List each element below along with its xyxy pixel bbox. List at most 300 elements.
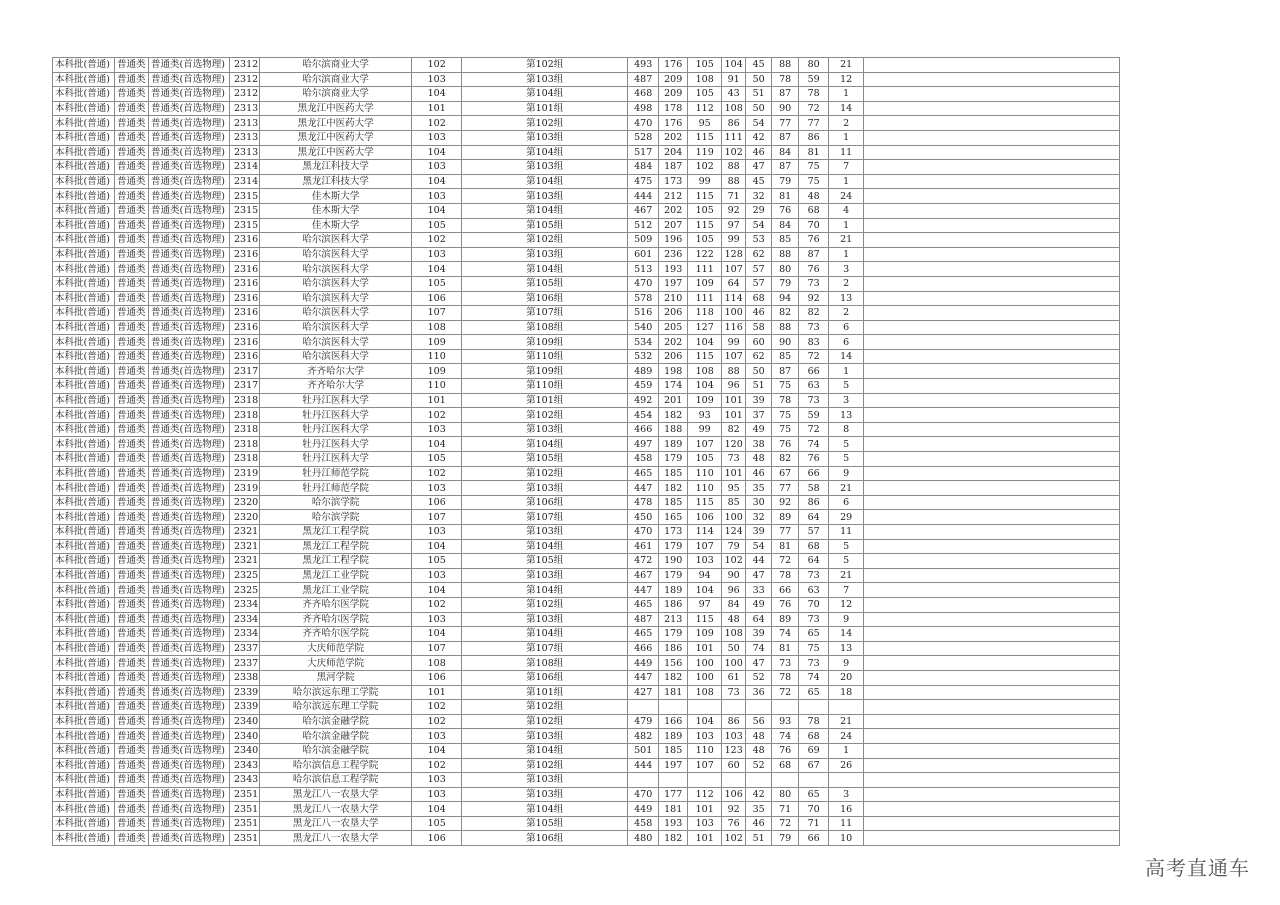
cell-school-name: 黑龙江科技大学	[260, 174, 412, 189]
cell-subject-type: 普通类(首选物理)	[149, 452, 230, 467]
cell-group-name: 第104组	[462, 437, 628, 452]
cell-subject-3: 33	[746, 583, 772, 598]
cell-category: 普通类	[115, 247, 149, 262]
cell-subject-type: 普通类(首选物理)	[149, 758, 230, 773]
cell-subject-5: 81	[799, 145, 829, 160]
cell-subject-4: 87	[772, 130, 799, 145]
cell-school-code: 2351	[230, 816, 260, 831]
table-row	[53, 583, 1120, 598]
cell-batch: 本科批(普通)	[53, 116, 115, 131]
cell-category: 普通类	[115, 554, 149, 569]
cell-subject-5: 80	[799, 58, 829, 73]
cell-subject-3: 36	[746, 685, 772, 700]
cell-subject-2: 79	[722, 539, 746, 554]
cell-group-name: 第103组	[462, 130, 628, 145]
cell-school-name: 黑龙江工程学院	[260, 525, 412, 540]
cell-empty	[864, 218, 1120, 233]
cell-subject-type: 普通类(首选物理)	[149, 729, 230, 744]
cell-total-score: 516	[628, 306, 659, 321]
cell-batch: 本科批(普通)	[53, 452, 115, 467]
cell-school-code: 2318	[230, 393, 260, 408]
cell-chinese-math: 166	[659, 714, 688, 729]
cell-category: 普通类	[115, 452, 149, 467]
cell-school-name: 哈尔滨金融学院	[260, 729, 412, 744]
cell-subject-2: 82	[722, 422, 746, 437]
cell-subject-type: 普通类(首选物理)	[149, 364, 230, 379]
cell-subject-type: 普通类(首选物理)	[149, 831, 230, 846]
cell-chinese-math: 206	[659, 349, 688, 364]
cell-subject-1: 102	[688, 160, 722, 175]
cell-subject-2: 76	[722, 816, 746, 831]
cell-chinese-math: 210	[659, 291, 688, 306]
cell-subject-type: 普通类(首选物理)	[149, 72, 230, 87]
cell-total-score: 472	[628, 554, 659, 569]
cell-school-code: 2334	[230, 597, 260, 612]
table-row	[53, 320, 1120, 335]
cell-subject-1: 127	[688, 320, 722, 335]
cell-total-score: 444	[628, 758, 659, 773]
cell-chinese-math: 173	[659, 525, 688, 540]
cell-group-name: 第103组	[462, 160, 628, 175]
cell-school-name: 哈尔滨远东理工学院	[260, 685, 412, 700]
cell-subject-4: 89	[772, 612, 799, 627]
cell-subject-type: 普通类(首选物理)	[149, 568, 230, 583]
cell-subject-5: 73	[799, 656, 829, 671]
cell-empty	[864, 72, 1120, 87]
cell-subject-3: 46	[746, 145, 772, 160]
cell-school-code: 2316	[230, 291, 260, 306]
cell-subject-2: 104	[722, 58, 746, 73]
cell-group-code: 102	[412, 408, 462, 423]
cell-empty	[864, 335, 1120, 350]
cell-batch: 本科批(普通)	[53, 262, 115, 277]
cell-batch: 本科批(普通)	[53, 481, 115, 496]
cell-subject-4: 88	[772, 247, 799, 262]
cell-school-name: 哈尔滨医科大学	[260, 291, 412, 306]
cell-empty	[864, 729, 1120, 744]
cell-subject-3: 47	[746, 160, 772, 175]
cell-subject-2: 101	[722, 466, 746, 481]
cell-subject-2: 107	[722, 349, 746, 364]
cell-subject-5: 64	[799, 510, 829, 525]
cell-rank: 3	[829, 262, 864, 277]
cell-subject-type: 普通类(首选物理)	[149, 787, 230, 802]
cell-subject-4: 92	[772, 495, 799, 510]
cell-rank: 13	[829, 641, 864, 656]
cell-group-name: 第108组	[462, 656, 628, 671]
cell-subject-3: 47	[746, 656, 772, 671]
cell-total-score: 512	[628, 218, 659, 233]
cell-school-name: 牡丹江医科大学	[260, 452, 412, 467]
cell-group-name: 第106组	[462, 495, 628, 510]
cell-group-name: 第105组	[462, 452, 628, 467]
cell-subject-1: 108	[688, 364, 722, 379]
cell-total-score: 459	[628, 379, 659, 394]
cell-category: 普通类	[115, 130, 149, 145]
table-row	[53, 700, 1120, 715]
cell-group-name: 第107组	[462, 510, 628, 525]
cell-subject-1: 112	[688, 787, 722, 802]
cell-chinese-math: 202	[659, 203, 688, 218]
cell-subject-type: 普通类(首选物理)	[149, 87, 230, 102]
cell-school-name: 牡丹江师范学院	[260, 481, 412, 496]
cell-subject-3: 45	[746, 58, 772, 73]
cell-group-code: 106	[412, 291, 462, 306]
cell-group-code: 101	[412, 101, 462, 116]
cell-group-name: 第102组	[462, 233, 628, 248]
cell-empty	[864, 568, 1120, 583]
cell-subject-4: 84	[772, 145, 799, 160]
cell-category: 普通类	[115, 700, 149, 715]
cell-subject-1: 97	[688, 597, 722, 612]
cell-chinese-math: 198	[659, 364, 688, 379]
cell-subject-2: 128	[722, 247, 746, 262]
cell-chinese-math: 197	[659, 758, 688, 773]
cell-subject-5: 67	[799, 758, 829, 773]
cell-subject-type: 普通类(首选物理)	[149, 670, 230, 685]
cell-subject-3: 64	[746, 612, 772, 627]
cell-subject-1	[688, 700, 722, 715]
cell-batch: 本科批(普通)	[53, 627, 115, 642]
cell-category: 普通类	[115, 422, 149, 437]
cell-subject-type: 普通类(首选物理)	[149, 554, 230, 569]
cell-batch: 本科批(普通)	[53, 364, 115, 379]
cell-chinese-math: 209	[659, 87, 688, 102]
cell-school-name: 哈尔滨医科大学	[260, 306, 412, 321]
cell-category: 普通类	[115, 174, 149, 189]
cell-group-code: 101	[412, 685, 462, 700]
cell-rank: 21	[829, 568, 864, 583]
cell-school-code: 2316	[230, 233, 260, 248]
cell-chinese-math: 179	[659, 568, 688, 583]
cell-batch: 本科批(普通)	[53, 58, 115, 73]
cell-chinese-math	[659, 700, 688, 715]
cell-subject-type: 普通类(首选物理)	[149, 685, 230, 700]
cell-subject-1: 119	[688, 145, 722, 160]
cell-subject-4: 77	[772, 481, 799, 496]
table-row	[53, 233, 1120, 248]
cell-total-score: 489	[628, 364, 659, 379]
cell-group-code: 103	[412, 787, 462, 802]
cell-category: 普通类	[115, 320, 149, 335]
cell-chinese-math: 212	[659, 189, 688, 204]
cell-school-code: 2315	[230, 189, 260, 204]
cell-rank: 14	[829, 101, 864, 116]
cell-school-name: 哈尔滨远东理工学院	[260, 700, 412, 715]
cell-subject-1: 110	[688, 743, 722, 758]
cell-group-code: 103	[412, 773, 462, 788]
cell-subject-5: 66	[799, 831, 829, 846]
cell-empty	[864, 554, 1120, 569]
table-row	[53, 203, 1120, 218]
cell-subject-5: 75	[799, 160, 829, 175]
cell-group-code: 104	[412, 437, 462, 452]
cell-empty	[864, 641, 1120, 656]
cell-chinese-math: 189	[659, 583, 688, 598]
cell-group-code: 107	[412, 510, 462, 525]
cell-subject-2: 88	[722, 174, 746, 189]
cell-subject-5: 69	[799, 743, 829, 758]
cell-category: 普通类	[115, 466, 149, 481]
cell-school-code: 2321	[230, 554, 260, 569]
cell-total-score: 493	[628, 58, 659, 73]
cell-subject-5: 68	[799, 539, 829, 554]
cell-subject-3: 39	[746, 627, 772, 642]
cell-group-name: 第103组	[462, 787, 628, 802]
cell-total-score: 498	[628, 101, 659, 116]
cell-subject-type: 普通类(首选物理)	[149, 773, 230, 788]
cell-batch: 本科批(普通)	[53, 87, 115, 102]
table-row	[53, 466, 1120, 481]
cell-group-code: 104	[412, 87, 462, 102]
cell-category: 普通类	[115, 525, 149, 540]
cell-chinese-math: 178	[659, 101, 688, 116]
cell-empty	[864, 247, 1120, 262]
cell-rank: 10	[829, 831, 864, 846]
table-row	[53, 408, 1120, 423]
cell-batch: 本科批(普通)	[53, 130, 115, 145]
cell-chinese-math: 201	[659, 393, 688, 408]
cell-group-name: 第101组	[462, 101, 628, 116]
cell-school-code: 2325	[230, 568, 260, 583]
cell-group-name: 第110组	[462, 349, 628, 364]
cell-group-name: 第108组	[462, 320, 628, 335]
cell-subject-5: 66	[799, 466, 829, 481]
cell-empty	[864, 320, 1120, 335]
cell-subject-4: 87	[772, 160, 799, 175]
cell-rank: 16	[829, 802, 864, 817]
cell-subject-4: 82	[772, 452, 799, 467]
cell-subject-type: 普通类(首选物理)	[149, 525, 230, 540]
cell-group-name: 第104组	[462, 87, 628, 102]
cell-subject-3: 62	[746, 247, 772, 262]
cell-group-code: 103	[412, 729, 462, 744]
cell-category: 普通类	[115, 408, 149, 423]
cell-subject-4: 81	[772, 641, 799, 656]
cell-subject-1: 105	[688, 87, 722, 102]
cell-group-code: 103	[412, 189, 462, 204]
cell-subject-1: 100	[688, 670, 722, 685]
cell-total-score: 465	[628, 597, 659, 612]
cell-subject-1: 115	[688, 130, 722, 145]
cell-rank: 1	[829, 218, 864, 233]
cell-subject-5: 72	[799, 422, 829, 437]
cell-subject-5: 73	[799, 320, 829, 335]
cell-subject-4: 66	[772, 583, 799, 598]
cell-school-code: 2339	[230, 700, 260, 715]
cell-subject-5: 71	[799, 816, 829, 831]
cell-subject-2: 116	[722, 320, 746, 335]
cell-group-name: 第105组	[462, 554, 628, 569]
cell-subject-4: 89	[772, 510, 799, 525]
cell-subject-4: 74	[772, 627, 799, 642]
cell-subject-3	[746, 773, 772, 788]
table-row	[53, 262, 1120, 277]
cell-empty	[864, 422, 1120, 437]
cell-subject-1: 101	[688, 802, 722, 817]
cell-subject-2: 92	[722, 203, 746, 218]
cell-subject-1: 105	[688, 233, 722, 248]
cell-subject-1: 109	[688, 393, 722, 408]
cell-empty	[864, 466, 1120, 481]
cell-subject-5	[799, 773, 829, 788]
cell-subject-3: 47	[746, 568, 772, 583]
cell-group-code: 105	[412, 452, 462, 467]
cell-subject-1: 99	[688, 422, 722, 437]
cell-group-code: 102	[412, 466, 462, 481]
cell-subject-1: 93	[688, 408, 722, 423]
cell-category: 普通类	[115, 670, 149, 685]
cell-subject-3: 68	[746, 291, 772, 306]
cell-school-code: 2340	[230, 743, 260, 758]
cell-subject-2: 108	[722, 101, 746, 116]
cell-chinese-math: 177	[659, 787, 688, 802]
cell-category: 普通类	[115, 233, 149, 248]
cell-subject-3: 48	[746, 729, 772, 744]
cell-empty	[864, 101, 1120, 116]
cell-subject-4: 74	[772, 729, 799, 744]
cell-total-score: 449	[628, 656, 659, 671]
cell-category: 普通类	[115, 729, 149, 744]
cell-total-score: 517	[628, 145, 659, 160]
cell-subject-1: 112	[688, 101, 722, 116]
cell-empty	[864, 393, 1120, 408]
cell-subject-3: 57	[746, 276, 772, 291]
cell-school-code: 2339	[230, 685, 260, 700]
cell-subject-1: 105	[688, 58, 722, 73]
cell-group-name: 第105组	[462, 816, 628, 831]
cell-empty	[864, 743, 1120, 758]
cell-subject-5: 63	[799, 379, 829, 394]
cell-subject-4	[772, 773, 799, 788]
cell-rank	[829, 773, 864, 788]
cell-empty	[864, 539, 1120, 554]
cell-chinese-math: 179	[659, 539, 688, 554]
cell-empty	[864, 816, 1120, 831]
cell-group-code: 102	[412, 58, 462, 73]
cell-category: 普通类	[115, 612, 149, 627]
table-row	[53, 597, 1120, 612]
cell-subject-type: 普通类(首选物理)	[149, 583, 230, 598]
cell-school-code: 2321	[230, 539, 260, 554]
cell-subject-4: 90	[772, 335, 799, 350]
cell-subject-2: 106	[722, 787, 746, 802]
cell-chinese-math: 202	[659, 335, 688, 350]
cell-rank: 1	[829, 87, 864, 102]
cell-chinese-math: 197	[659, 276, 688, 291]
cell-subject-4	[772, 700, 799, 715]
cell-subject-type: 普通类(首选物理)	[149, 247, 230, 262]
cell-subject-4: 75	[772, 379, 799, 394]
cell-total-score: 470	[628, 787, 659, 802]
table-row	[53, 174, 1120, 189]
cell-subject-5: 59	[799, 72, 829, 87]
cell-total-score: 478	[628, 495, 659, 510]
cell-subject-5: 73	[799, 568, 829, 583]
cell-category: 普通类	[115, 276, 149, 291]
cell-category: 普通类	[115, 641, 149, 656]
cell-subject-type: 普通类(首选物理)	[149, 422, 230, 437]
cell-subject-5: 92	[799, 291, 829, 306]
cell-subject-3: 48	[746, 743, 772, 758]
cell-batch: 本科批(普通)	[53, 291, 115, 306]
cell-total-score: 450	[628, 510, 659, 525]
cell-group-code: 110	[412, 349, 462, 364]
cell-subject-4: 88	[772, 320, 799, 335]
cell-subject-5: 73	[799, 393, 829, 408]
table-row	[53, 72, 1120, 87]
table-row	[53, 393, 1120, 408]
cell-total-score: 501	[628, 743, 659, 758]
table-row	[53, 452, 1120, 467]
cell-rank: 14	[829, 627, 864, 642]
cell-subject-5: 59	[799, 408, 829, 423]
cell-subject-3: 74	[746, 641, 772, 656]
cell-batch: 本科批(普通)	[53, 597, 115, 612]
cell-chinese-math: 236	[659, 247, 688, 262]
cell-chinese-math: 213	[659, 612, 688, 627]
cell-rank: 9	[829, 612, 864, 627]
cell-school-code: 2351	[230, 831, 260, 846]
cell-subject-type: 普通类(首选物理)	[149, 262, 230, 277]
cell-subject-4: 81	[772, 539, 799, 554]
cell-subject-3: 35	[746, 481, 772, 496]
cell-rank: 9	[829, 466, 864, 481]
cell-chinese-math: 185	[659, 466, 688, 481]
cell-subject-2: 96	[722, 379, 746, 394]
cell-school-code: 2351	[230, 802, 260, 817]
cell-rank: 12	[829, 72, 864, 87]
cell-subject-1: 103	[688, 729, 722, 744]
cell-total-score: 468	[628, 87, 659, 102]
cell-school-name: 大庆师范学院	[260, 641, 412, 656]
cell-empty	[864, 437, 1120, 452]
table-row	[53, 743, 1120, 758]
cell-subject-3: 57	[746, 262, 772, 277]
cell-school-name: 齐齐哈尔大学	[260, 364, 412, 379]
cell-rank: 13	[829, 408, 864, 423]
cell-category: 普通类	[115, 597, 149, 612]
cell-rank: 2	[829, 306, 864, 321]
cell-subject-type: 普通类(首选物理)	[149, 437, 230, 452]
cell-group-name: 第102组	[462, 116, 628, 131]
cell-subject-3: 35	[746, 802, 772, 817]
cell-subject-5: 82	[799, 306, 829, 321]
cell-category: 普通类	[115, 802, 149, 817]
cell-school-code: 2320	[230, 495, 260, 510]
cell-subject-type: 普通类(首选物理)	[149, 816, 230, 831]
cell-subject-type: 普通类(首选物理)	[149, 802, 230, 817]
cell-subject-4: 85	[772, 349, 799, 364]
cell-batch: 本科批(普通)	[53, 495, 115, 510]
cell-rank: 6	[829, 495, 864, 510]
cell-school-code: 2312	[230, 87, 260, 102]
cell-subject-5: 72	[799, 101, 829, 116]
cell-group-code: 103	[412, 612, 462, 627]
cell-subject-4: 72	[772, 554, 799, 569]
cell-subject-type: 普通类(首选物理)	[149, 408, 230, 423]
cell-group-name: 第104组	[462, 145, 628, 160]
cell-subject-4: 79	[772, 831, 799, 846]
cell-school-code: 2316	[230, 306, 260, 321]
cell-subject-type: 普通类(首选物理)	[149, 393, 230, 408]
cell-school-name: 牡丹江医科大学	[260, 437, 412, 452]
cell-subject-2: 86	[722, 714, 746, 729]
cell-chinese-math: 193	[659, 262, 688, 277]
cell-empty	[864, 831, 1120, 846]
cell-subject-5: 48	[799, 189, 829, 204]
cell-school-code: 2343	[230, 773, 260, 788]
